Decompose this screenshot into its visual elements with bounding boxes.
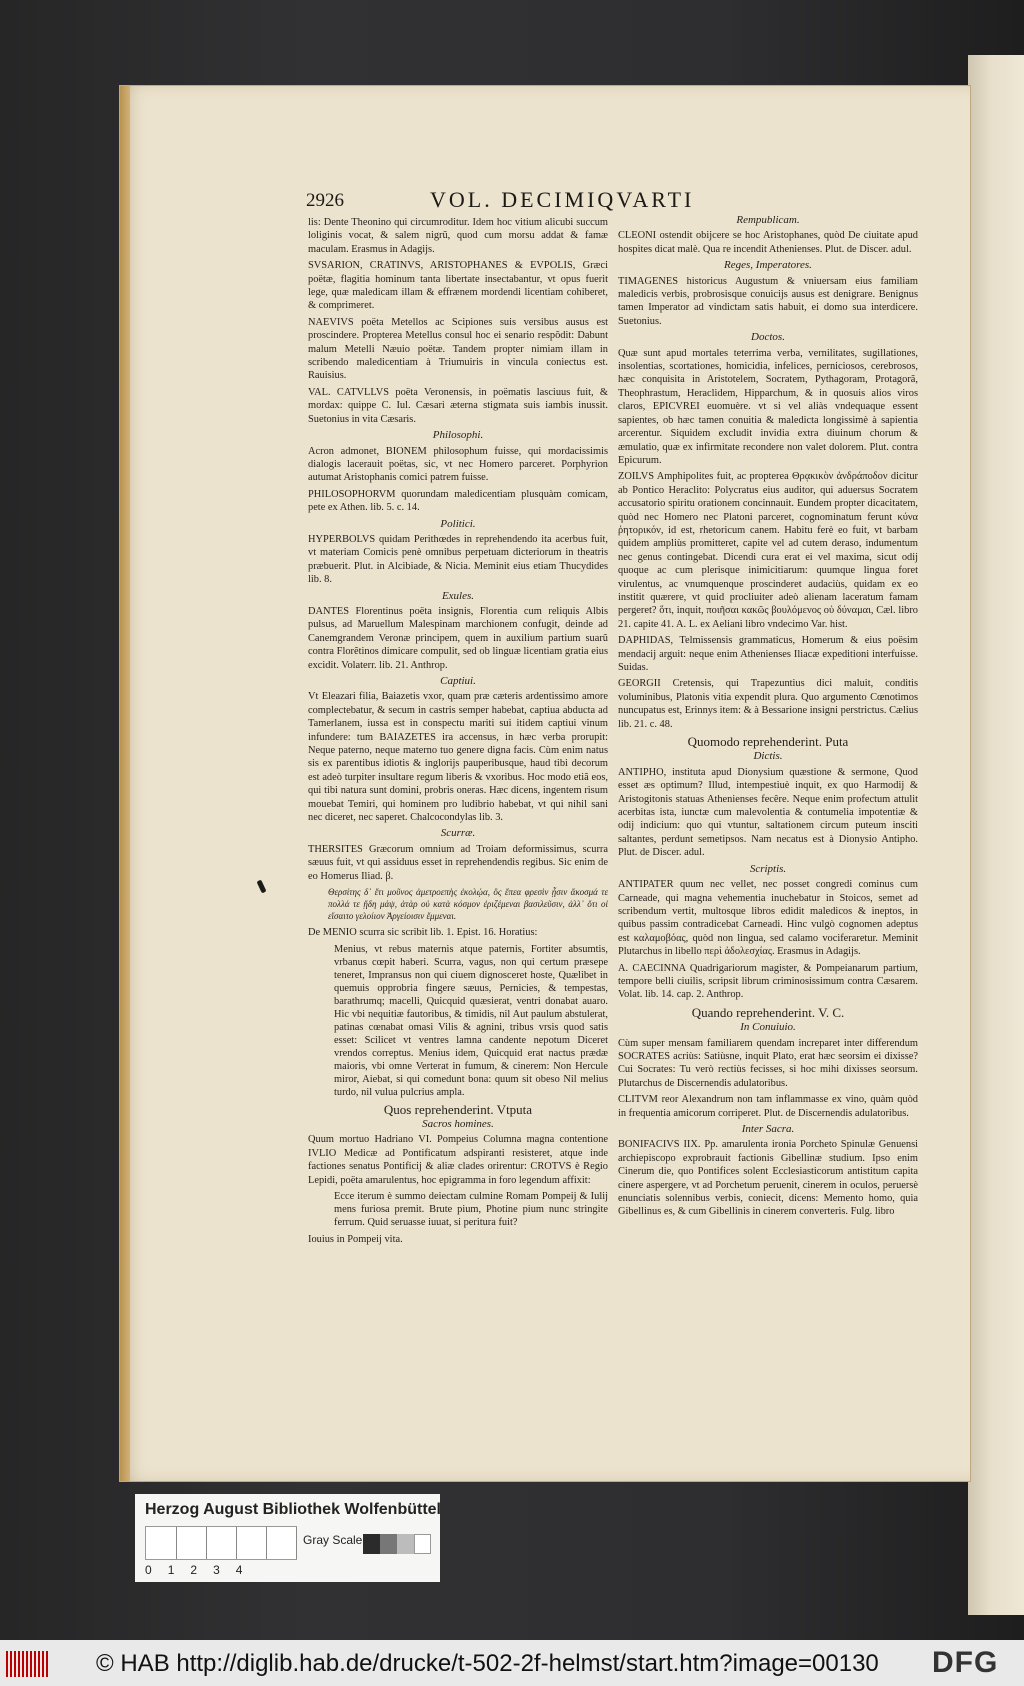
running-head: VOL. DECIMIQVARTI <box>430 187 695 212</box>
page-number: 2926 <box>306 190 344 211</box>
text-paragraph: A. CAECINNA Quadrigariorum magister, & Pompeianarum partium, tempore belli ciuilis, scripsit librum criminosissimum contra Cæsarem. Volat. lib. 14. cap. 2. Anthrop. <box>618 962 918 1001</box>
gray-swatch <box>363 1534 380 1554</box>
section-heading: Politici. <box>440 517 476 530</box>
section-heading: Reges, Imperatores. <box>724 259 812 272</box>
right-text-column <box>618 212 918 1222</box>
section-heading: Scriptis. <box>749 862 787 875</box>
section-title: Quando reprehenderint. V. C. <box>691 1004 845 1020</box>
scale-tick: 0 <box>145 1563 168 1577</box>
strip-cell <box>236 1527 267 1559</box>
facing-page-edge <box>968 55 1024 1615</box>
verse-block: Menius, vt rebus maternis atque paternis, Fortiter absumtis, vrbanus cœpit haberi. Scurra, vagus, non qui certum præsepe teneret, Impransus non qui ciuem dignosceret hoste, Quælibet in quemuis opprobria fingere sæuus, Pernicies, & tempestas, barathrumq; macelli, Quicquid quæsierat, ventri donabat auaro. Hic vbi nequitiæ fautoribus, & timidis, nil Aut paulum abstulerat, patinas cœnabat omasi Vilis & agnini, tribus vrsis quod satis esset: Scilicet vt ventres lamna candente nepotum Diceret vrendos correptus. Menius idem, Quicquid erat nactus prædæ maioris, vbi omne Verterat in fumum, & cinerem: Non Hercule miror, Aiebat, si qui comedunt bona: quum sit obeso Nil melius turdo, nil vulua pulcrius ampla. <box>334 943 608 1098</box>
text-paragraph: De MENIO scurra sic scribit lib. 1. Epist. 16. Horatius: <box>308 927 538 939</box>
section-heading: Rempublicam. <box>736 214 800 226</box>
scale-tick: 2 <box>190 1563 214 1577</box>
viewer-footer <box>0 1640 1024 1686</box>
verse-block: Ecce iterum è summo deiectam culmine Romam Pompeij & Iulij mens furiosa premit. Brute pium, Photine pium nunc stringite ferrum. Quid seruasse iuuat, si peritura fuit? <box>334 1190 608 1228</box>
section-title: Quos reprehenderint. Vtputa <box>383 1101 533 1117</box>
section-heading: Captiui. <box>440 675 476 687</box>
section-heading: In Conuiuio. <box>740 1021 796 1034</box>
dfg-logo: DFG <box>932 1646 999 1679</box>
text-paragraph: GEORGII Cretensis, qui Trapezuntius dici maluit, conditis voluminibus, Platonis vitia expendit plura. Quo argumento Cœnotimos nuncupatus est, Erinnys item: & à Bessarione insigni perstrictus. Cælius lib. 21. c. 48. <box>618 678 918 730</box>
section-heading: Inter Sacra. <box>741 1123 795 1135</box>
text-paragraph: CLITVM reor Alexandrum non tam inflammasse ex vino, quàm quòd in frequentia amicorum corriperet. Plut. de Discernendis adulatoribus. <box>618 1094 918 1119</box>
text-paragraph: PHILOSOPHORVM quorundam maledicentiam plusquàm comicam, pete ex Athen. lib. 5. c. 14. <box>308 488 608 514</box>
text-paragraph: TIMAGENES historicus Augustum & vniuersam eius familiam maledicis verbis, probrosisque conuicijs ausus est denigrare. Benignus tamen Imperator ad vindictam satis habuit, ei domo sua interdicere. Suetonius. <box>618 275 918 327</box>
text-paragraph: HYPERBOLVS quidam Perithœdes in reprehendendo ita acerbus fuit, vt materiam Comicis penè omnibus perpetuam dicteriorum in theatris præbuerit. Plut. in Alcibiade, & Nicia. Meminit eius etiam Thucydides lib. 8. <box>308 533 608 586</box>
text-paragraph: Quum mortuo Hadriano VI. Pompeius Columna magna contentione IVLIO Medicæ ad Pontificatum adspiranti resisteret, atque inde factiones senatus Pontificij & aliæ clades orirentur: CROTVS è Regio Lepidi, poëta amarulentus, hoc epigramma in foro legendum affixit: <box>308 1134 608 1186</box>
text-paragraph: Quæ sunt apud mortales teterrima verba, vernilitates, sugillationes, insolentias, scortationes, homicidia, infelices, perniciosos, cerebrosos, hæc conquisita in Aristotelem, Socratem, Pythagoram, Protagorã, Theophrastum, Heraclidem, Hipparchum, & in quosuis alios viros claros, EPICVREI euomuère. vt si vel aliàs vndequaque essent sapientes, ob hæc tamen conuitia & maledicta longissimè à sapientia arcerentur. Siquidem excludit invidia extra diuinum chorum & æmulatio, quæ ex infirmitate recondere non valet dolorem. Plut. contra Epicurum. <box>618 347 918 466</box>
section-heading: Scurræ. <box>440 827 476 840</box>
source-url[interactable]: © HAB http://diglib.hab.de/drucke/t-502-2f-helmst/start.htm?image=00130 <box>96 1650 879 1677</box>
text-paragraph: ANTIPHO, instituta apud Dionysium quæstione & sermone, Quod esset æs optimum? Illud, intempestiuè inquit, ex quo Harmodij & Aristogitonis statuas Athenienses fecêre. Neque enim profectum attulit acerbitas ista, iunctæ cum malevolentia & contumelia impotentiæ & odij indicium: quo qui vtuntur, saltationem circum puteum insciti saltantes, perdunt semetipsos. Nam necatus est à Dionysio Antipho. Plut. de Discer. adul. <box>618 766 918 859</box>
gray-swatch <box>414 1534 431 1554</box>
section-heading: Philosophi. <box>432 429 484 442</box>
section-heading: Doctos. <box>751 331 785 344</box>
left-text-column <box>308 216 608 1249</box>
text-paragraph: SVSARION, CRATINVS, ARISTOPHANES & EVPOLIS, Græci poëtæ, flagitia hominum tanta libertate insectabantur, vt opus fuerit lege, quæ maledicam illam & effrænem mordendi licentiam cohiberet, & comprimeret. <box>308 260 608 312</box>
scale-tick: 4 <box>235 1563 259 1577</box>
section-heading: Sacros homines. <box>422 1117 494 1130</box>
text-paragraph: NAEVIVS poëta Metellos ac Scipiones suis versibus ausus est proscindere. Propterea Metellus consul hoc ei senario respõdit: Dabunt malum Metelli Næuio poëtæ. Tandem propter nimiam illam in scribendo maledicentiam à Triumuiris in vincula coniectus est. Rauisius. <box>308 316 608 382</box>
scale-tick: 1 <box>167 1563 191 1577</box>
page-gutter <box>120 86 130 1481</box>
text-paragraph: CLEONI ostendit obijcere se hoc Aristophanes, quòd De ciuitate apud hospites dicat malè. Qua re incendit Athenienses. Plut. de Discer. adul. <box>618 230 918 255</box>
scale-tick: 3 <box>213 1563 236 1577</box>
gray-scale-label: Gray Scale <box>303 1533 363 1547</box>
section-heading: Exules. <box>441 589 475 602</box>
strip-cell <box>146 1527 177 1559</box>
text-paragraph: Vt Eleazari filia, Baiazetis vxor, quam præ cæteris ardentissimo amore complectebatur, & secum in castris semper habebat, captiua abducta ad Tamerlanem, iussa est in conspectu mariti sui itidem captiui vinum infundere: tum BAIAZETES ira accensus, in hæc verba prorupit: Neque paterno, neque materno tuo genere digna facis. Cùm enim natus sis ex parentibus idiotis & inglorijs pauperibusque, haud tibi decorum est adeò turpiter insultare regum liberis & vxoribus. Hoc modo etiã eos, qui tibi natura sunt domini, probris oneras. Hæc dicens, ingentem risum mouebat Temiri, qui hominem pro ludibrio habebat, vt qui nihil sani nec diceret, nec saperet. Chalcocondylas lib. 3. <box>308 691 608 824</box>
scale-ticks <box>145 1563 258 1577</box>
gray-swatch <box>397 1534 414 1554</box>
text-paragraph: Acron admonet, BIONEM philosophum fuisse, qui mordacissimis dialogis lacerauit poëtas, sic, vt nec Homero parceret. Porphyrion autumat Aristophanis comici patrem fuisse. <box>308 445 608 484</box>
text-paragraph: THERSITES Græcorum omnium ad Troiam deformissimus, scurra sæuus fuit, vt qui assiduus esset in reprehendendis regibus. Sic enim de eo Homerus Iliad. β. <box>308 843 608 882</box>
text-paragraph: VAL. CATVLLVS poëta Veronensis, in poëmatis lasciuus fuit, & mordax: quippe C. Iul. Cæsari æterna stigmata suis iambis inussit. Suetonius in vita Cæsaris. <box>308 386 608 425</box>
section-title: Quomodo reprehenderint. Puta <box>687 734 849 750</box>
strip-cell <box>176 1527 207 1559</box>
strip-cell <box>266 1527 297 1559</box>
measurement-strip <box>145 1526 297 1560</box>
text-paragraph: DANTES Florentinus poëta insignis, Florentia cum reliquis Albis pulsus, ad Maruellum Malespinam marchionem confugit, deinde ad Canemgrandem Veronæ principem, quem in auxilium partium suarũ contra Florẽtinos dimicare compulit, sed ob linguæ licentiam gratia eius excidit. Volaterr. lib. 21. Anthrop. <box>308 605 608 671</box>
text-paragraph: Iouius in Pompeij vita. <box>308 1233 403 1245</box>
text-paragraph: Cùm super mensam familiarem quendam increparet inter differendum SOCRATES acriùs: Satiùsne, inquit Plato, erat hæc seorsim ei dixisse? Cui Socrates: Tu verò rectiùs fecisses, si hoc mihi dixisses seorsum. Plutarchus de Discernendis adulatoribus. <box>618 1037 918 1089</box>
text-paragraph: ZOILVS Amphipolites fuit, ac propterea Θρᾳκικὸν ἀνδράποδον dicitur ab Pontico Heraclito: Polycratus eius auditor, qui aduersus Socratem accusatorio spiritu orationem concinnauit. Eundem propter dicacitatem, quòd nec Homero nec Platoni parceret, cognominatum ferunt κύνα ῥητορικόν, id est, rhetoricum canem. Habitu ferè eo fuit, vt barbam quidem ampliùs promitteret, capite vel ad cutem deraso, indumentum nec genus contingebat. Dicendi cura erat ei vel maxima, sicut odij quoque ac cum plerisque inimicitiarum: quumque lingua foret virulentus, ac vnumquenque proscinderet audaciùs, quidam ex eo institit quærere, vt quid procliuiter adeò alienam laceratum famam pergeret? ὅτι, inquit, ποιῆσαι κακῶς βουλόμενος οὐ δύναμαι, Cæl. libro 21. capite 41. A. L. ex Aeliani libro vndecimo Var. hist. <box>618 471 918 630</box>
section-heading: Dictis. <box>753 750 783 763</box>
text-paragraph: ANTIPATER quum nec vellet, nec posset congredi cominus cum Carneade, qui magna vehementia inuchebatur in Stoicos, semet ad scribendum vertit, multosque libros edidit maledicos & ineptos, in quibus passim contradicebat Carneadi. Hinc vulgò cognomen adeptus est καλαμοβόας, quòd non lingua, sed calamo vociferaretur. Meminit Plutarchus in libello περὶ ἀδολεσχίας. Erasmus in Adagijs. <box>618 879 918 958</box>
strip-cell <box>206 1527 237 1559</box>
gray-swatch <box>380 1534 397 1554</box>
library-name: Herzog August Bibliothek Wolfenbüttel <box>145 1501 441 1518</box>
text-paragraph: lis: Dente Theonino qui circumroditur. Idem hoc vitium alicubi succum loliginis vocat, & salem nigrũ, quod cum morsu addat & famæ maculam. Erasmus in Adagijs. <box>308 217 608 255</box>
text-paragraph: DAPHIDAS, Telmissensis grammaticus, Homerum & eius poësim mendacij arguit: neque enim Athenienses Iliacæ expeditioni interfuisse. Suidas. <box>618 635 918 673</box>
text-paragraph: BONIFACIVS IIX. Pp. amarulenta ironia Porcheto Spinulæ Genuensi archiepiscopo exprobrauit factionis Gibellinæ studium. Ipso enim Cinerum die, quo Pontifices solent Ecclesiasticorum antistitum capita cinere aspergere, vt ad Porchetum peruenit, cinerem in oculos, peruersè enunciatis solennibus verbis, coniecit, dicens: Memento homo, quia Gibellinus es, & cum Gibellinis in cinerem converteris. Fulg. libro <box>618 1139 918 1218</box>
page-header <box>306 188 806 214</box>
color-reference-card <box>135 1494 440 1582</box>
greek-verse: Θερσίτης δ᾽ ἔτι μοῦνος ἀμετροεπὴς ἐκολῴα, ὃς ἔπεα φρεσὶν ᾗσιν ἄκοσμά τε πολλά τε ᾔδη μάψ, ἀτὰρ οὐ κατὰ κόσμον ἐριζέμεναι βασιλεῦσιν, ἀλλ᾽ ὅτι οἱ εἴσαιτο γελοίιον Ἀργείοισιν ἔμμεναι. <box>328 887 608 922</box>
hab-logo-icon <box>6 1651 48 1677</box>
